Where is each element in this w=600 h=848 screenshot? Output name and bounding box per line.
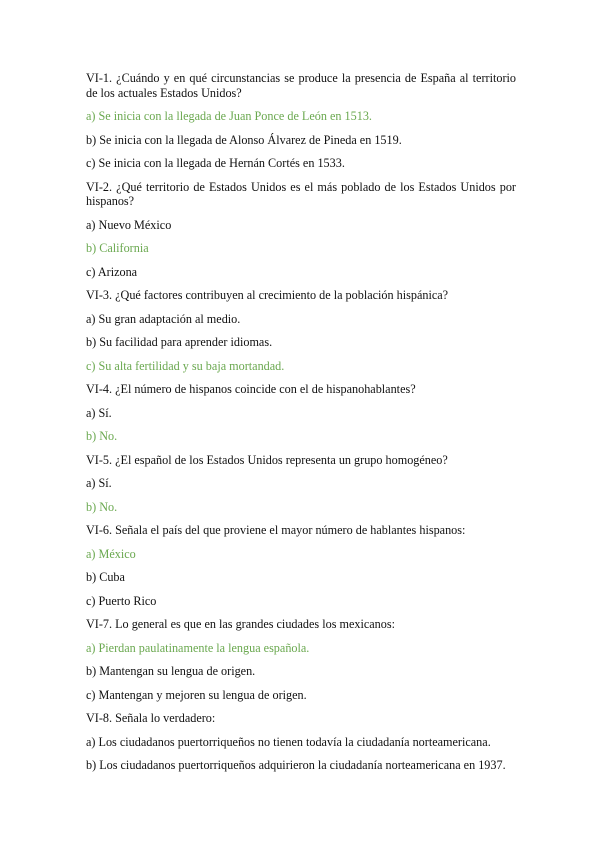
- question-3: VI-3. ¿Qué factores contribuyen al crecimiento de la población hispánica?: [86, 288, 449, 302]
- question-8-option-b: b) Los ciudadanos puertorriqueños adquirieron la ciudadanía norteamericana en 1937.: [86, 758, 506, 772]
- question-6: VI-6. Señala el país del que proviene el mayor número de hablantes hispanos:: [86, 523, 466, 537]
- question-1: VI-1. ¿Cuándo y en qué circunstancias se produce la presencia de España al territorio de los actuales Estados Unidos?: [86, 71, 516, 100]
- question-2-option-b: b) California: [86, 241, 149, 255]
- question-1-option-c: c) Se inicia con la llegada de Hernán Cortés en 1533.: [86, 156, 345, 170]
- question-6-option-b: b) Cuba: [86, 570, 125, 584]
- question-2-option-a: a) Nuevo México: [86, 217, 172, 232]
- question-4: VI-4. ¿El número de hispanos coincide con el de hispanohablantes?: [86, 382, 416, 396]
- question-2: VI-2. ¿Qué territorio de Estados Unidos es el más poblado de los Estados Unidos por hispanos?: [86, 179, 516, 208]
- question-7-option-c: c) Mantengan y mejoren su lengua de origen.: [86, 687, 307, 702]
- question-3-option-a: a) Su gran adaptación al medio.: [86, 311, 241, 326]
- question-7: VI-7. Lo general es que en las grandes ciudades los mexicanos:: [86, 617, 395, 631]
- question-4-option-a: a) Sí.: [86, 405, 112, 420]
- question-1-option-a: a) Se inicia con la llegada de Juan Ponce de León en 1513.: [86, 109, 372, 123]
- question-2-option-c: c) Arizona: [86, 264, 138, 279]
- question-7-option-a: a) Pierdan paulatinamente la lengua española.: [86, 640, 310, 655]
- question-8: VI-8. Señala lo verdadero:: [86, 711, 216, 725]
- question-4-option-b: b) No.: [86, 429, 118, 443]
- question-3-option-b: b) Su facilidad para aprender idiomas.: [86, 335, 273, 349]
- question-1-option-b: b) Se inicia con la llegada de Alonso Álvarez de Pineda en 1519.: [86, 132, 402, 147]
- document-page: [86, 71, 516, 773]
- question-6-option-a: a) México: [86, 546, 136, 561]
- question-6-option-c: c) Puerto Rico: [86, 593, 157, 608]
- question-3-option-c: c) Su alta fertilidad y su baja mortandad.: [86, 358, 285, 373]
- question-7-option-b: b) Mantengan su lengua de origen.: [86, 664, 256, 678]
- question-8-option-a: a) Los ciudadanos puertorriqueños no tienen todavía la ciudadanía norteamericana.: [86, 734, 491, 749]
- question-5: VI-5. ¿El español de los Estados Unidos representa un grupo homogéneo?: [86, 452, 448, 467]
- question-5-option-a: a) Sí.: [86, 476, 112, 490]
- question-5-option-b: b) No.: [86, 499, 118, 514]
